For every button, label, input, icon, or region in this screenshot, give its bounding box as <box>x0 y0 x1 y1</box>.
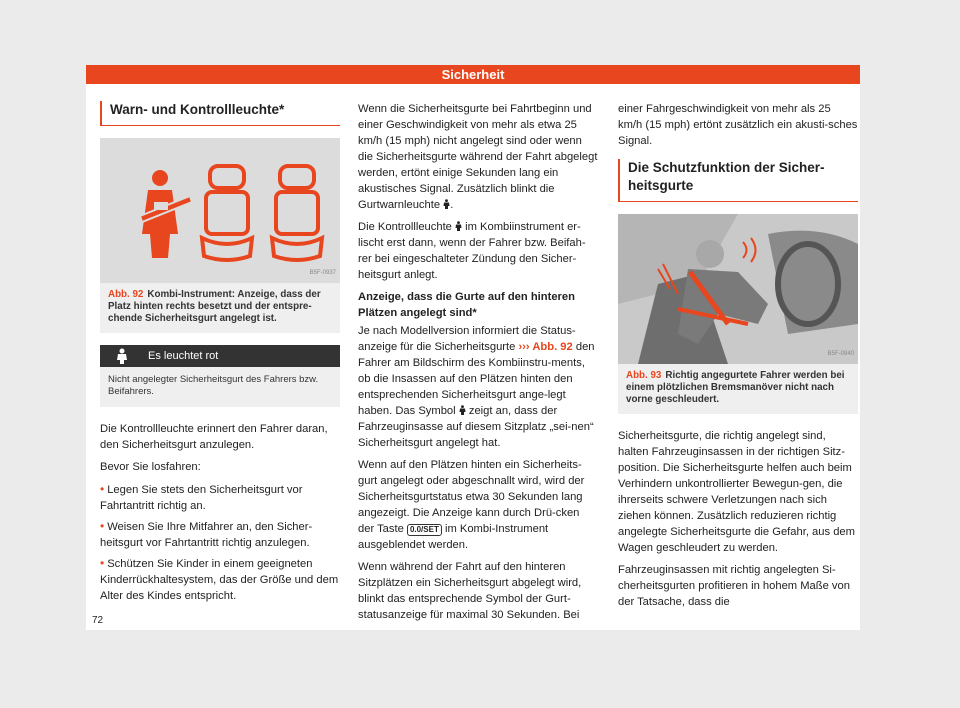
paragraph <box>358 219 598 283</box>
manual-page <box>86 65 860 630</box>
figure-driver-braking <box>618 214 858 364</box>
paragraph <box>358 457 598 553</box>
set-key-label: 0.0/SET <box>407 524 442 536</box>
paragraph: Wenn die Sicherheitsgurte bei Fahrtbeginn und einer Geschwindigkeit von mehr als etwa 25 km/h (15 mph) nicht angelegt sind oder wenn die Sicherheitsgurte während der Fahrt abgelegt werden, ertönt einige Sekunden lang ein akustisches Signal. Zusätzlich blinkt die Gurtwarnleuchte . <box>358 103 598 211</box>
paragraph: Sicherheitsgurte, die richtig angelegt sind, halten Fahrzeuginsassen in der richtigen Sitz-position. Die Sicherheitsgurte helfen auch beim Verhindern unkontrollierter Bewegun-gen, die ihrerseits schwere Verletzungen nach sich ziehen können. Zusätzlich reduzieren richtig angelegte Sicherheitsgurte die Gefahr, aus dem Wagen geschleudert zu werden. <box>618 430 855 554</box>
figure-caption <box>100 283 340 333</box>
column-right <box>618 101 858 616</box>
warning-box-title: Es leuchtet rot <box>148 350 219 362</box>
section-header: Sicherheit <box>86 65 860 84</box>
figure-caption-text: Kombi-Instrument: Anzeige, dass der Platz hinten rechts besetzt und der entspre-chende Sicherheitsgurt angelegt ist. <box>108 289 321 324</box>
paragraph: Wenn während der Fahrt auf den hinteren Sitzplätzen ein Sicherheitsgurt abgelegt wird, blinkt das entsprechende Symbol der Gurt-statusanzeige für maximal 30 Sekunden. Bei <box>358 561 582 621</box>
bullet-icon: • <box>100 556 105 570</box>
paragraph-text: im Kombiinstrument er-lischt erst dann, wenn der Fahrer bzw. Beifah-rer bei eingeschalteter Zündung den Sicher-heitsgurt anlegt. <box>358 221 586 281</box>
list-item-text: Schützen Sie Kinder in einem geeigneten Kinderrückhaltesystem, das der Größe und dem Alter des Kindes entspricht. <box>100 558 339 602</box>
figure-label: Abb. 92 <box>108 289 144 300</box>
warning-box-body: Nicht angelegter Sicherheitsgurt des Fahrers bzw. Beifahrers. <box>100 367 340 407</box>
paragraph <box>358 323 598 451</box>
paragraph-text: den Fahrer am Bildschirm des Kombiinstru-ments, ob die Insassen auf den Plätzen hinten den entsprechenden Sicherheitsgurt ange-legt haben. Das Symbol <box>358 341 595 417</box>
paragraph: Fahrzeuginsassen mit richtig angelegten Si-cherheitsgurten profitieren in hohem Maße von der Tatsache, dass die <box>618 564 850 608</box>
figure-label: Abb. 93 <box>626 370 662 381</box>
paragraph-text: im Kombi-Instrument ausgeblendet werden. <box>358 523 549 551</box>
figure-code: B5F-0940 <box>827 351 854 357</box>
list-item-text: Weisen Sie Ihre Mitfahrer an, den Sicher-heitsgurt vor Fahrtantritt richtig anzulegen. <box>100 521 313 549</box>
warning-box <box>100 345 340 407</box>
paragraph: Die Kontrollleuchte erinnert den Fahrer daran, den Sicherheitsgurt anzulegen. <box>100 423 328 451</box>
seatbelt-status-illustration <box>100 138 340 283</box>
section-heading: Die Schutzfunktion der Sicher-heitsgurte <box>618 159 858 202</box>
paragraph: einer Fahrgeschwindigkeit von mehr als 25 km/h (15 mph) ertönt zusätzlich ein akusti-sches Signal. <box>618 103 858 147</box>
seatbelt-icon <box>455 221 462 231</box>
driver-seatbelt-illustration <box>618 214 858 364</box>
paragraph-text: Wenn die Sicherheitsgurte bei Fahrtbeginn und einer Geschwindigkeit von mehr als etwa 25 km/h (15 mph) nicht angelegt sind oder wenn die Sicherheitsgurte während der Fahrt abgelegt werden, ertönt einige Sekunden lang ein akustisches Signal. Zusätzlich blinkt die Gurtwarnleuchte <box>358 103 598 211</box>
list-item-text: Legen Sie stets den Sicherheitsgurt vor Fahrtantritt richtig an. <box>100 484 303 512</box>
section-heading: Warn- und Kontrollleuchte* <box>100 101 340 126</box>
list-item <box>100 518 340 551</box>
figure-caption-text: Richtig angegurtete Fahrer werden bei einem plötzlichen Bremsmanöver nicht nach vorne geschleudert. <box>626 370 845 405</box>
figure-code: B5F-0937 <box>309 270 336 276</box>
seatbelt-icon <box>459 405 466 415</box>
warning-box-header <box>100 345 340 367</box>
list-item <box>100 481 340 514</box>
bullet-icon: • <box>100 482 105 496</box>
page-number: 72 <box>92 615 104 626</box>
seatbelt-icon <box>443 199 450 209</box>
figure-seatbelt-display <box>100 138 340 283</box>
column-middle <box>358 101 598 629</box>
list-item <box>100 555 340 604</box>
paragraph-text: Die Kontrollleuchte <box>358 221 452 233</box>
paragraph-text: Je nach Modellversion informiert die Status-anzeige für die Sicherheitsgurte <box>358 325 576 353</box>
subheading: Anzeige, dass die Gurte auf den hinteren Plätzen angelegt sind* <box>358 291 575 319</box>
paragraph-text: zeigt an, dass der Fahrzeuginsasse auf diesem Sitzplatz „sei-nen“ Sicherheitsgurt angelegt hat. <box>358 405 594 449</box>
bullet-icon: • <box>100 519 105 533</box>
figure-reference-link[interactable]: ››› Abb. 92 <box>518 341 573 353</box>
seatbelt-warning-icon <box>116 348 128 372</box>
paragraph-text: Wenn auf den Plätzen hinten ein Sicherheits-gurt angelegt oder abgeschnallt wird, wird der Sicherheitsgurtstatus etwa 30 Sekunden lang angezeigt. Die Anzeige kann durch Drü-cken der Taste <box>358 459 585 535</box>
paragraph: Bevor Sie losfahren: <box>100 461 201 473</box>
column-left <box>100 101 340 608</box>
figure-caption <box>618 364 858 414</box>
